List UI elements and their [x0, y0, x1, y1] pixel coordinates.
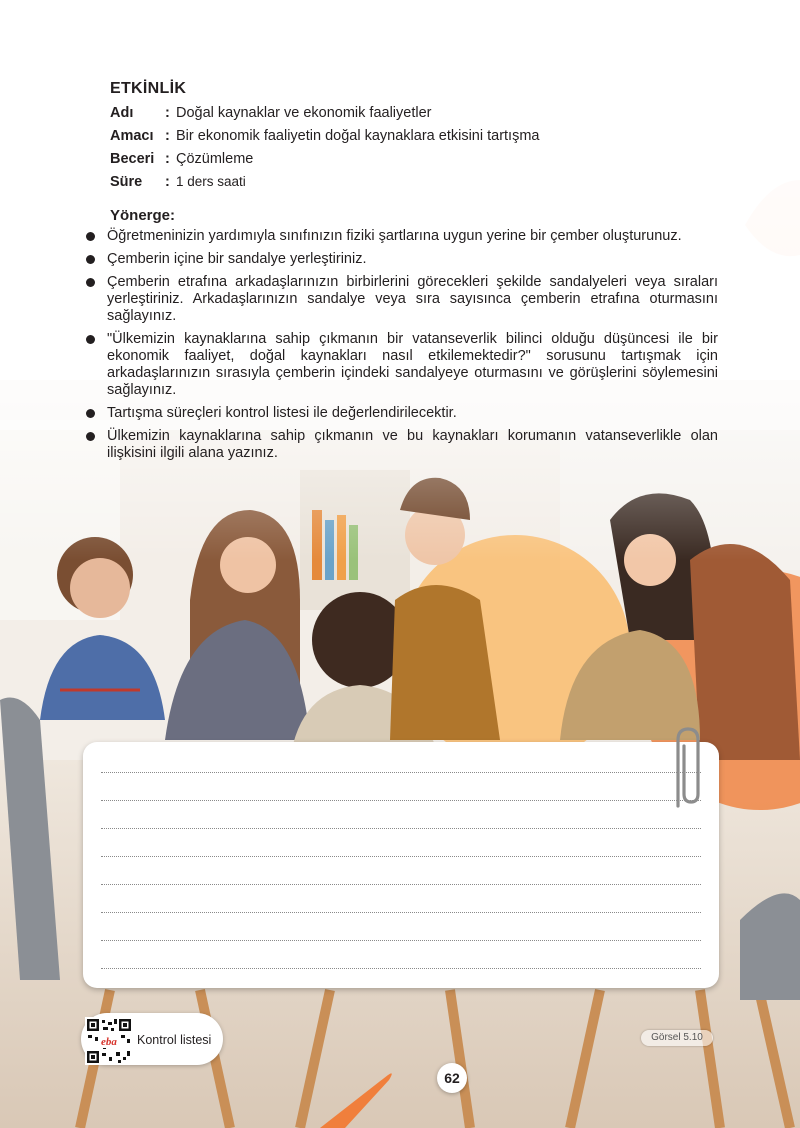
list-item	[86, 274, 718, 325]
meta-row-duration	[110, 174, 246, 190]
bullet-icon	[86, 255, 95, 264]
activity-title: ETKİNLİK	[110, 80, 187, 97]
qr-link[interactable]	[81, 1013, 223, 1065]
meta-colon: :	[165, 128, 170, 144]
bullet-icon	[86, 432, 95, 441]
meta-colon: :	[165, 151, 170, 167]
writing-line[interactable]	[101, 912, 701, 913]
writing-area[interactable]	[83, 742, 719, 988]
bullet-icon	[86, 232, 95, 241]
meta-value: 1 ders saati	[176, 174, 246, 189]
bullet-icon	[86, 278, 95, 287]
meta-value: Bir ekonomik faaliyetin doğal kaynaklara etkisini tartışma	[176, 128, 540, 144]
instruction-text: Çemberin etrafına arkadaşlarınızın birbirlerini görecekleri şekilde sandalyeleri veya sıraları yerleştiriniz. Arkadaşlarınızın sandalye veya sıra sayısınca çemberin etrafına oturmasını sağlayınız.	[107, 274, 718, 324]
instruction-text: Tartışma süreçleri kontrol listesi ile değerlendirilecektir.	[107, 405, 457, 421]
list-item	[86, 251, 718, 268]
writing-line[interactable]	[101, 772, 701, 773]
instruction-text: Öğretmeninizin yardımıyla sınıfınızın fiziki şartlarına uygun yerine bir çember oluşturunuz.	[107, 228, 682, 244]
writing-line[interactable]	[101, 884, 701, 885]
meta-value: Doğal kaynaklar ve ekonomik faaliyetler	[176, 105, 432, 121]
bullet-icon	[86, 335, 95, 344]
writing-line[interactable]	[101, 968, 701, 969]
instructions-heading: Yönerge:	[110, 207, 176, 224]
qr-code-icon[interactable]	[85, 1017, 133, 1065]
instructions-list	[86, 228, 718, 468]
meta-value: Çözümleme	[176, 151, 254, 167]
instruction-text: "Ülkemizin kaynaklarına sahip çıkmanın bir vatanseverlik bilinci olduğu düşüncesi ile bir ekonomik faaliyet, doğal kaynakları nasıl etkilemektedir?" sorusunu tartışmak için arkadaşlarınızın sırasıyla çemberin içindeki sandalyeye oturmasını ve görüşlerini söylemesini sağlayınız.	[107, 331, 718, 398]
writing-line[interactable]	[101, 800, 701, 801]
meta-row-skill	[110, 151, 253, 167]
meta-key: Beceri	[110, 151, 155, 167]
meta-key: Adı	[110, 105, 134, 121]
qr-logo-text: eba	[101, 1036, 117, 1048]
list-item	[86, 405, 718, 422]
instruction-text: Ülkemizin kaynaklarına sahip çıkmanın ve bu kaynakları korumanın vatanseverlikle olan ilişkisini ilgili alana yazınız.	[107, 428, 718, 461]
instruction-text: Çemberin içine bir sandalye yerleştiriniz.	[107, 251, 367, 267]
writing-line[interactable]	[101, 940, 701, 941]
list-item	[86, 228, 718, 245]
bullet-icon	[86, 409, 95, 418]
paperclip-icon	[664, 724, 708, 814]
page-number: 62	[437, 1063, 467, 1093]
meta-key: Süre	[110, 174, 143, 190]
list-item	[86, 428, 718, 462]
image-credit: Görsel 5.10	[641, 1030, 713, 1046]
meta-colon: :	[165, 174, 170, 190]
meta-row-name	[110, 105, 432, 121]
meta-key: Amacı	[110, 128, 154, 144]
list-item	[86, 331, 718, 399]
meta-row-purpose	[110, 128, 539, 144]
qr-link-label[interactable]: Kontrol listesi	[137, 1033, 212, 1047]
meta-colon: :	[165, 105, 170, 121]
writing-line[interactable]	[101, 856, 701, 857]
writing-line[interactable]	[101, 828, 701, 829]
